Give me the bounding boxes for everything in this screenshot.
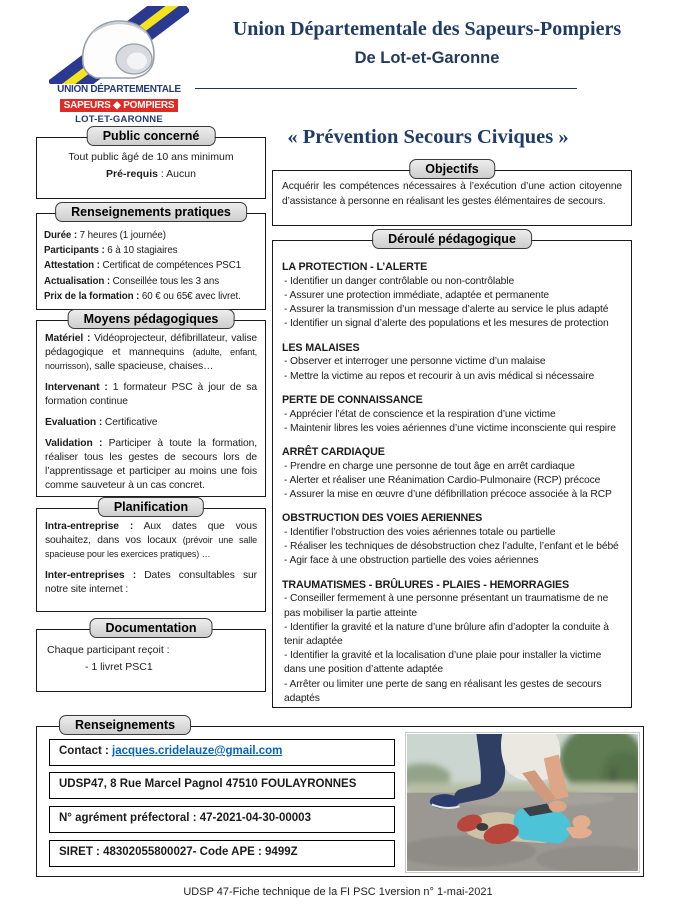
section-title: Moyens pédagogiques [83,312,219,326]
deroule-item: - Identifier l’obstruction des voies aériennes totale ou partielle [284,527,556,539]
section-title: Planification [113,500,189,514]
udsp-logo [44,6,194,125]
section-documentation [36,621,266,692]
intervenant-text: 1 formateur PSC à jour de sa formation continue [45,382,257,407]
logo-text-union-departementale: UNION DÉPARTEMENTALE [57,84,181,95]
planification-intra [45,520,257,562]
section-header-public-concerne [87,126,216,146]
section-title: Objectifs [425,162,479,176]
deroule-item: - Réaliser les techniques de désobstruction chez l’adulte, l’enfant et le bébé [284,541,619,553]
section-renseignements-pratiques [36,205,266,310]
planification-inter [45,569,257,597]
section-public-concerne [36,129,266,199]
section-deroule-pedagogique [272,232,632,708]
deroule-item: - Observer et interroger une personne victime d’un malaise [284,356,546,368]
materiel-text: Vidéoprojecteur, défibrillateur, valise pédagogique et mannequins [45,333,257,358]
deroule-item: - Mettre la victime au repos et recourir à un avis médical si nécessaire [284,370,595,382]
deroule-item: - Identifier un signal d’alerte des populations et les mesures de protection [284,318,609,330]
section-title: Renseignements [75,718,176,732]
public-line1: Tout public âgé de 10 ans minimum [68,151,234,163]
cpr-photo [405,732,640,873]
section-title: Déroulé pédagogique [388,232,516,246]
intra-label: Intra-entreprise : [45,521,134,532]
moyens-validation [45,437,257,493]
section-title: Public concerné [102,129,200,143]
course-title: « Prévention Secours Civiques » [287,126,569,148]
section-header-deroule-pedagogique [372,229,532,249]
section-header-renseignements [59,715,191,735]
rp-label: Prix de la formation : [44,290,140,302]
rp-label: Durée : [44,230,78,241]
header-divider [195,88,577,89]
rp-value: Certificat de compétences PSC1 [99,260,242,272]
moyens-intervenant [45,381,257,409]
deroule-heading-obstruction-voies-aeriennes: OBSTRUCTION DES VOIES AERIENNES [282,512,483,525]
cpr-photo-illustration [407,734,638,871]
section-header-documentation [90,618,213,638]
documentation-line1: Chaque participant reçoit : [47,644,170,656]
materiel-text2: , salle spacieuse, chaises… [88,361,214,372]
firefighter-helmet-logo-icon [49,6,189,84]
section-moyens-pedagogiques [36,312,266,497]
documentation-line2: - 1 livret PSC1 [85,660,153,673]
section-header-objectifs [409,159,495,179]
intra-text: Aux dates que vous souhaitez, dans vos locaux [45,521,257,546]
section-title: Documentation [105,621,197,635]
organization-title-line2: De Lot-et-Garonne [354,49,500,67]
section-planification [36,500,266,612]
rp-label: Attestation : [44,260,100,272]
contact-label: Contact : [59,745,113,757]
document-footer: UDSP 47-Fiche technique de la FI PSC 1version n° 1-mai-2021 [183,886,493,898]
rp-item-prix [44,289,257,304]
deroule-item: - Identifier la gravité et la nature d’une brûlure afin d’adopter la conduite à tenir adaptée [284,621,609,648]
deroule-item: - Agir face à une obstruction partielle des voies aériennes [284,555,539,567]
section-title: Renseignements pratiques [71,205,231,219]
deroule-heading-perte-de-connaissance: PERTE DE CONNAISSANCE [282,393,423,406]
rp-value: 6 à 10 stagiaires [104,245,178,257]
prerequis-value: : Aucun [157,167,196,180]
rp-label: Participants : [44,245,105,257]
deroule-item: - Identifier la gravité et la localisation d’une plaie pour installer la victime dans une position d’attente adaptée [284,650,602,676]
section-renseignements [36,718,644,877]
inter-label: Inter-entreprises : [45,570,137,581]
deroule-item: - Alerter et réaliser une Réanimation Cardio-Pulmonaire (RCP) précoce [284,474,601,486]
organization-title [192,18,662,68]
contact-row-address: UDSP47, 8 Rue Marcel Pagnol 47510 FOULAYRONNES [49,772,395,799]
rp-value: 7 heures (1 journée) [77,230,166,241]
logo-text-sapeurs-pompiers: SAPEURS ◆ POMPIERS [60,99,179,112]
deroule-item: - Maintenir libres les voies aériennes d’une victime inconsciente qui respire [284,422,616,434]
validation-text: Participer à toute la formation, réaliser tous les gestes de secours lors de l’apprentissage et participer au moins une fois comme sauveteur à un cas concret. [45,438,257,491]
prerequis-label: Pré-requis [106,167,158,180]
deroule-item: - Arrêter ou limiter une perte de sang en réalisant les gestes de secours adaptés [284,678,602,704]
section-objectifs [272,162,632,226]
contact-email-link[interactable]: jacques.cridelauze@gmail.com [112,745,283,757]
deroule-item: - Assurer une protection immédiate, adaptée et permanente [284,289,550,301]
deroule-item: - Conseiller fermement à une personne présentant un traumatisme de ne pas mobiliser la partie atteinte [284,593,609,619]
deroule-heading-malaises: LES MALAISES [282,341,360,354]
rp-value: 60 € ou 65€ avec livret. [139,290,241,302]
rp-item-participants [44,243,257,258]
moyens-evaluation [45,416,257,430]
rp-value: Conseillée tous les 3 ans [110,275,220,287]
deroule-item: - Prendre en charge une personne de tout âge en arrêt cardiaque [284,460,575,472]
objectifs-text: Acquérir les compétences nécessaires à l’exécution d’une action citoyenne d’assistance à personne en réalisant les gestes élémentaires de secours. [282,181,622,207]
rp-item-attestation [44,258,257,273]
deroule-item: - Identifier un danger contrôlable ou non-contrôlable [284,275,515,287]
rp-item-duree [44,228,257,243]
deroule-item: - Assurer la mise en œuvre d’une défibrillation précoce associée à la RCP [284,489,612,501]
intra-small-text: (prévoir une salle spacieuse pour les exercices pratiques) … [45,535,257,559]
evaluation-text: Certificative [102,417,158,428]
deroule-heading-traumatismes: TRAUMATISMES - BRÛLURES - PLAIES - HEMORRAGIES [282,578,570,591]
evaluation-label: Evaluation : [45,417,103,428]
rp-item-actualisation [44,274,257,289]
inter-text: Dates consultables sur notre site internet : [45,570,257,595]
materiel-small-text: (adulte, enfant, nourrisson) [45,347,257,371]
validation-label: Validation : [45,438,103,449]
organization-title-line1: Union Départementale des Sapeurs-Pompiers [232,18,622,40]
deroule-heading-arret-cardiaque: ARRÊT CARDIAQUE [282,445,385,458]
section-header-planification [98,497,204,517]
contact-row-siret: SIRET : 48302055800027- Code APE : 9499Z [49,840,395,867]
intervenant-label: Intervenant : [45,382,108,393]
deroule-item: - Assurer la transmission d’un message d’alerte au service le plus adapté [284,304,609,316]
contact-row-email [49,739,395,766]
logo-text-lot-et-garonne: LOT-ET-GARONNE [75,114,163,125]
section-header-renseignements-pratiques [55,202,247,222]
rp-label: Actualisation : [44,275,110,287]
section-header-moyens-pedagogiques [68,309,235,329]
contact-row-agrement: N° agrément préfectoral : 47-2021-04-30-00003 [49,806,395,833]
public-line2 [37,166,265,183]
deroule-heading-protection-alerte: LA PROTECTION - L’ALERTE [282,261,428,273]
materiel-label: Matériel : [45,333,91,344]
moyens-materiel [45,332,257,374]
deroule-item: - Apprécier l’état de conscience et la respiration d’une victime [284,408,556,420]
